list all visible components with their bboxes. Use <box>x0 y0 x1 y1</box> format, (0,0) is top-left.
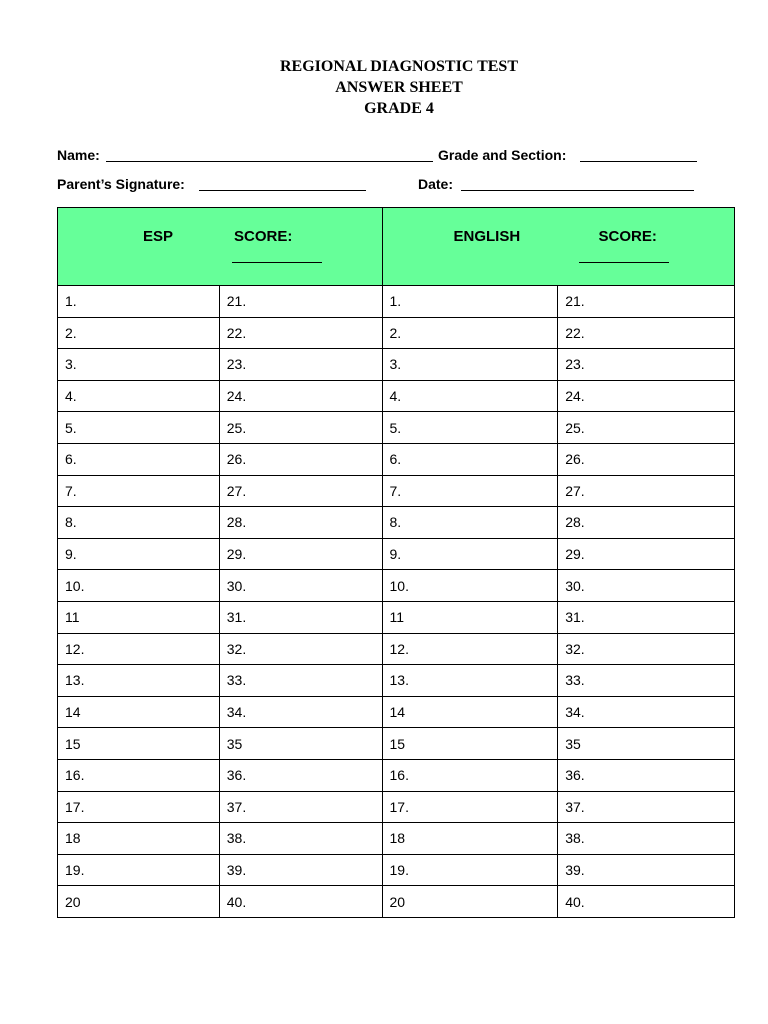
table-row <box>58 665 735 697</box>
english-answer-cell[interactable]: 26. <box>558 443 735 475</box>
table-row <box>58 475 735 507</box>
answer-table <box>57 207 735 918</box>
english-answer-cell[interactable]: 5. <box>382 412 558 444</box>
table-row <box>58 601 735 633</box>
english-answer-cell[interactable]: 37. <box>558 791 735 823</box>
table-row <box>58 286 735 318</box>
grade-section-wrap <box>438 147 566 163</box>
esp-answer-cell[interactable]: 8. <box>58 507 220 539</box>
document-grade: GRADE 4 <box>364 100 434 117</box>
esp-answer-cell[interactable]: 3. <box>58 349 220 381</box>
esp-answer-cell[interactable]: 9. <box>58 538 220 570</box>
name-label: Name: <box>57 147 100 163</box>
table-row <box>58 728 735 760</box>
esp-answer-cell[interactable]: 17. <box>58 791 220 823</box>
english-answer-cell[interactable]: 34. <box>558 696 735 728</box>
table-row <box>58 823 735 855</box>
esp-answer-cell[interactable]: 19. <box>58 854 220 886</box>
esp-answer-cell[interactable]: 31. <box>219 601 382 633</box>
esp-answer-cell[interactable]: 32. <box>219 633 382 665</box>
table-row <box>58 759 735 791</box>
table-row <box>58 538 735 570</box>
english-answer-cell[interactable]: 12. <box>382 633 558 665</box>
esp-answer-cell[interactable]: 2. <box>58 317 220 349</box>
date-blank[interactable] <box>461 190 694 191</box>
table-row <box>58 349 735 381</box>
english-answer-cell[interactable]: 21. <box>558 286 735 318</box>
esp-answer-cell[interactable]: 22. <box>219 317 382 349</box>
table-row <box>58 633 735 665</box>
english-answer-cell[interactable]: 36. <box>558 759 735 791</box>
english-answer-cell[interactable]: 18 <box>382 823 558 855</box>
esp-answer-cell[interactable]: 39. <box>219 854 382 886</box>
table-row <box>58 791 735 823</box>
esp-answer-cell[interactable]: 28. <box>219 507 382 539</box>
esp-answer-cell[interactable]: 7. <box>58 475 220 507</box>
english-answer-cell[interactable]: 14 <box>382 696 558 728</box>
esp-answer-cell[interactable]: 34. <box>219 696 382 728</box>
name-blank[interactable] <box>106 161 433 162</box>
english-answer-cell[interactable]: 22. <box>558 317 735 349</box>
english-answer-cell[interactable]: 15 <box>382 728 558 760</box>
english-answer-cell[interactable]: 10. <box>382 570 558 602</box>
english-answer-cell[interactable]: 1. <box>382 286 558 318</box>
esp-answer-cell[interactable]: 18 <box>58 823 220 855</box>
table-row <box>58 317 735 349</box>
document-subtitle: ANSWER SHEET <box>335 79 463 96</box>
english-answer-cell[interactable]: 38. <box>558 823 735 855</box>
esp-answer-cell[interactable]: 38. <box>219 823 382 855</box>
table-row <box>58 570 735 602</box>
english-score-blank[interactable] <box>579 262 669 263</box>
table-row <box>58 507 735 539</box>
esp-answer-cell[interactable]: 5. <box>58 412 220 444</box>
esp-answer-cell[interactable]: 4. <box>58 380 220 412</box>
parent-signature-blank[interactable] <box>199 190 366 191</box>
english-header <box>382 208 735 286</box>
english-answer-cell[interactable]: 9. <box>382 538 558 570</box>
english-answer-cell[interactable]: 29. <box>558 538 735 570</box>
table-row <box>58 886 735 918</box>
esp-answer-cell[interactable]: 10. <box>58 570 220 602</box>
english-answer-cell[interactable]: 40. <box>558 886 735 918</box>
english-answer-cell[interactable]: 28. <box>558 507 735 539</box>
esp-score-blank[interactable] <box>232 262 322 263</box>
esp-answer-cell[interactable]: 29. <box>219 538 382 570</box>
english-answer-cell[interactable]: 25. <box>558 412 735 444</box>
english-answer-cell[interactable]: 31. <box>558 601 735 633</box>
table-row <box>58 443 735 475</box>
table-row <box>58 380 735 412</box>
english-score-label: SCORE: <box>598 228 657 245</box>
grade-section-blank[interactable] <box>580 161 697 162</box>
esp-header <box>58 208 383 286</box>
esp-answer-cell[interactable]: 14 <box>58 696 220 728</box>
english-answer-cell[interactable]: 4. <box>382 380 558 412</box>
esp-answer-cell[interactable]: 13. <box>58 665 220 697</box>
answer-table-body <box>58 286 735 918</box>
answer-table-header-row <box>58 208 735 286</box>
english-answer-cell[interactable]: 20 <box>382 886 558 918</box>
english-answer-cell[interactable]: 39. <box>558 854 735 886</box>
date-label: Date: <box>418 176 454 192</box>
date-wrap <box>418 176 453 192</box>
esp-answer-cell[interactable]: 21. <box>219 286 382 318</box>
english-answer-cell[interactable]: 16. <box>382 759 558 791</box>
esp-answer-cell[interactable]: 33. <box>219 665 382 697</box>
parent-signature-label: Parent’s Signature: <box>57 176 185 192</box>
english-answer-cell[interactable]: 24. <box>558 380 735 412</box>
english-answer-cell[interactable]: 35 <box>558 728 735 760</box>
table-row <box>58 854 735 886</box>
english-answer-cell[interactable]: 8. <box>382 507 558 539</box>
english-answer-cell[interactable]: 7. <box>382 475 558 507</box>
grade-section-label: Grade and Section: <box>438 147 567 163</box>
esp-answer-cell[interactable]: 30. <box>219 570 382 602</box>
english-answer-cell[interactable]: 13. <box>382 665 558 697</box>
esp-answer-cell[interactable]: 11 <box>58 601 220 633</box>
english-answer-cell[interactable]: 32. <box>558 633 735 665</box>
esp-answer-cell[interactable]: 1. <box>58 286 220 318</box>
english-answer-cell[interactable]: 19. <box>382 854 558 886</box>
english-subject-label: ENGLISH <box>453 228 521 245</box>
english-answer-cell[interactable]: 30. <box>558 570 735 602</box>
esp-answer-cell[interactable]: 25. <box>219 412 382 444</box>
esp-score-label: SCORE: <box>234 228 293 245</box>
esp-answer-cell[interactable]: 15 <box>58 728 220 760</box>
esp-answer-cell[interactable]: 23. <box>219 349 382 381</box>
table-row <box>58 696 735 728</box>
esp-answer-cell[interactable]: 40. <box>219 886 382 918</box>
esp-answer-cell[interactable]: 24. <box>219 380 382 412</box>
esp-answer-cell[interactable]: 26. <box>219 443 382 475</box>
esp-answer-cell[interactable]: 16. <box>58 759 220 791</box>
english-answer-cell[interactable]: 23. <box>558 349 735 381</box>
document-title: REGIONAL DIAGNOSTIC TEST <box>280 58 518 75</box>
esp-answer-cell[interactable]: 6. <box>58 443 220 475</box>
esp-answer-cell[interactable]: 12. <box>58 633 220 665</box>
english-answer-cell[interactable]: 17. <box>382 791 558 823</box>
esp-answer-cell[interactable]: 35 <box>219 728 382 760</box>
esp-answer-cell[interactable]: 27. <box>219 475 382 507</box>
name-grade-row <box>57 147 100 163</box>
english-answer-cell[interactable]: 2. <box>382 317 558 349</box>
english-answer-cell[interactable]: 27. <box>558 475 735 507</box>
document-header <box>0 56 768 119</box>
parent-signature-wrap <box>57 176 185 192</box>
english-answer-cell[interactable]: 33. <box>558 665 735 697</box>
esp-answer-cell[interactable]: 20 <box>58 886 220 918</box>
esp-answer-cell[interactable]: 37. <box>219 791 382 823</box>
esp-subject-label: ESP <box>143 228 174 245</box>
table-row <box>58 412 735 444</box>
esp-answer-cell[interactable]: 36. <box>219 759 382 791</box>
english-answer-cell[interactable]: 6. <box>382 443 558 475</box>
english-answer-cell[interactable]: 3. <box>382 349 558 381</box>
english-answer-cell[interactable]: 11 <box>382 601 558 633</box>
